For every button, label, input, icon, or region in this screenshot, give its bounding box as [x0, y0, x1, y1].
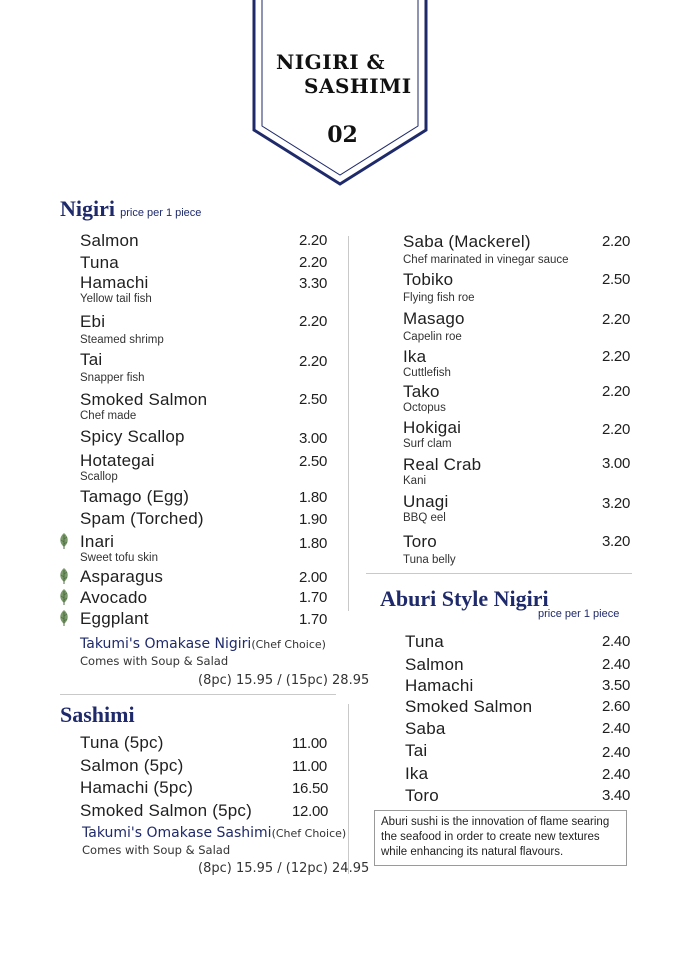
omakase-note: (Chef Choice)	[251, 638, 326, 651]
item-name: Toro	[403, 532, 437, 551]
item-price: 2.20	[602, 233, 630, 250]
item-name: Tobiko	[403, 270, 454, 289]
item-price: 3.20	[602, 495, 630, 512]
title-line-1: NIGIRI &	[276, 50, 386, 74]
item-desc: Cuttlefish	[403, 367, 451, 379]
item-name: Tuna	[405, 632, 444, 651]
item-price: 3.20	[602, 533, 630, 550]
list-item	[405, 764, 428, 783]
nigiri-subtitle: price per 1 piece	[120, 207, 202, 219]
item-price: 2.20	[299, 313, 327, 330]
item-desc: Chef marinated in vinegar sauce	[403, 254, 569, 266]
omakase-title: Takumi's Omakase Sashimi	[82, 825, 272, 841]
item-price: 2.40	[602, 720, 630, 737]
aburi-title: Aburi Style Nigiri	[380, 586, 549, 611]
item-price: 1.70	[299, 611, 327, 628]
item-desc: Capelin roe	[403, 331, 462, 343]
item-name: Tuna (5pc)	[80, 733, 164, 752]
list-item	[403, 418, 461, 451]
omakase-sub: Comes with Soup & Salad	[82, 843, 231, 857]
item-name: Tako	[403, 382, 440, 401]
leaf-icon	[57, 588, 71, 606]
item-desc: Kani	[403, 475, 427, 487]
list-item	[80, 509, 204, 528]
sashimi-omakase	[82, 825, 346, 857]
item-name: Hokigai	[403, 418, 462, 437]
item-desc: Steamed shrimp	[80, 334, 164, 346]
list-item	[80, 312, 164, 347]
item-price: 12.00	[292, 803, 329, 820]
list-item	[403, 382, 446, 415]
item-name: Smoked Salmon	[80, 390, 208, 409]
list-item	[403, 455, 481, 488]
list-item	[80, 390, 207, 423]
item-name: Smoked Salmon	[405, 697, 533, 716]
item-name: Salmon	[405, 655, 464, 674]
nigiri-title: Nigiri	[60, 196, 115, 221]
list-item	[80, 588, 147, 607]
item-price: 3.40	[602, 787, 630, 804]
item-name: Eggplant	[80, 609, 149, 628]
item-desc: Tuna belly	[403, 554, 456, 566]
list-item	[80, 801, 252, 820]
item-price: 2.40	[602, 656, 630, 673]
item-name: Tai	[80, 350, 103, 369]
item-name: Spicy Scallop	[80, 427, 185, 446]
aburi-note: Aburi sushi is the innovation of flame searing the seafood in order to create new textures while enhancing its natural flavours.	[374, 810, 627, 866]
list-item	[405, 676, 473, 695]
list-item	[80, 532, 158, 565]
list-item	[405, 741, 427, 760]
item-name: Avocado	[80, 588, 148, 607]
item-price: 2.50	[602, 271, 630, 288]
item-price: 2.60	[602, 698, 630, 715]
list-item	[403, 270, 475, 305]
item-price: 1.80	[299, 489, 327, 506]
item-name: Hotategai	[80, 451, 155, 470]
item-desc: Flying fish roe	[403, 292, 475, 304]
page-title	[276, 50, 416, 98]
item-price: 11.00	[292, 735, 327, 752]
item-price: 16.50	[292, 780, 329, 797]
aburi-subtitle: price per 1 piece	[538, 608, 620, 620]
item-name: Hamachi (5pc)	[80, 778, 194, 797]
section-divider	[366, 573, 632, 574]
item-desc: BBQ eel	[403, 512, 446, 524]
list-item	[80, 231, 139, 250]
item-price: 2.20	[299, 353, 327, 370]
item-name: Tai	[405, 741, 428, 760]
nigiri-omakase	[80, 636, 326, 668]
item-name: Spam (Torched)	[80, 509, 204, 528]
item-price: 2.40	[602, 633, 630, 650]
item-name: Toro	[405, 786, 439, 805]
item-name: Tamago (Egg)	[80, 487, 190, 506]
item-name: Salmon (5pc)	[80, 756, 184, 775]
item-price: 3.00	[602, 455, 630, 472]
omakase-note: (Chef Choice)	[271, 827, 347, 840]
item-price: 2.40	[602, 766, 630, 783]
list-item	[80, 733, 164, 752]
nigiri-heading	[60, 196, 201, 222]
omakase-title: Takumi's Omakase Nigiri	[80, 636, 252, 652]
item-name: Salmon	[80, 231, 139, 250]
list-item	[80, 609, 149, 628]
item-price: 2.20	[602, 311, 630, 328]
list-item	[403, 232, 569, 267]
item-price: 1.70	[299, 589, 327, 606]
list-item	[80, 350, 145, 385]
item-price: 2.50	[299, 453, 327, 470]
item-name: Ika	[403, 347, 427, 366]
item-desc: Scallop	[80, 471, 118, 483]
item-price: 2.20	[602, 421, 630, 438]
item-price: 11.00	[292, 758, 327, 775]
title-line-2: SASHIMI	[304, 74, 412, 98]
list-item	[80, 778, 193, 797]
leaf-icon	[57, 532, 71, 550]
item-name: Saba	[405, 719, 446, 738]
list-item	[405, 655, 464, 674]
item-name: Inari	[80, 532, 115, 551]
sashimi-title: Sashimi	[60, 702, 135, 727]
item-price: 2.00	[299, 569, 327, 586]
item-name: Ika	[405, 764, 429, 783]
item-price: 2.20	[602, 348, 630, 365]
item-name: Saba (Mackerel)	[403, 232, 531, 251]
item-price: 2.50	[299, 391, 327, 408]
item-price: 2.20	[299, 232, 327, 249]
item-price: 3.30	[299, 275, 327, 292]
item-desc: Surf clam	[403, 438, 452, 450]
column-divider	[348, 236, 349, 611]
item-price: 2.20	[299, 254, 327, 271]
item-desc: Sweet tofu skin	[80, 552, 158, 564]
page-number: 02	[327, 122, 358, 148]
item-name: Masago	[403, 309, 465, 328]
item-name: Smoked Salmon (5pc)	[80, 801, 252, 820]
omakase-price: (8pc) 15.95 / (15pc) 28.95	[198, 673, 370, 688]
item-name: Tuna	[80, 253, 119, 272]
list-item	[80, 487, 189, 506]
list-item	[80, 253, 119, 272]
list-item	[80, 567, 163, 586]
list-item	[405, 786, 439, 805]
column-divider	[348, 704, 349, 874]
item-price: 2.40	[602, 744, 630, 761]
leaf-icon	[57, 609, 71, 627]
item-price: 1.80	[299, 535, 327, 552]
leaf-icon	[57, 567, 71, 585]
item-name: Unagi	[403, 492, 449, 511]
item-name: Ebi	[80, 312, 106, 331]
item-price: 1.90	[299, 511, 327, 528]
list-item	[80, 427, 185, 446]
section-divider	[60, 694, 336, 695]
omakase-price: (8pc) 15.95 / (12pc) 24.95	[198, 861, 370, 876]
list-item	[80, 756, 184, 775]
item-price: 3.00	[299, 430, 327, 447]
item-price: 3.50	[602, 677, 630, 694]
omakase-sub: Comes with Soup & Salad	[80, 654, 229, 668]
list-item	[80, 451, 155, 484]
list-item	[80, 273, 152, 306]
item-price: 2.20	[602, 383, 630, 400]
item-name: Asparagus	[80, 567, 164, 586]
item-name: Hamachi	[80, 273, 149, 292]
list-item	[403, 347, 451, 380]
list-item	[405, 719, 446, 738]
list-item	[403, 309, 465, 344]
list-item	[403, 492, 448, 525]
item-desc: Chef made	[80, 410, 137, 422]
list-item	[405, 632, 444, 651]
item-desc: Yellow tail fish	[80, 293, 152, 305]
list-item	[403, 532, 456, 567]
item-name: Real Crab	[403, 455, 482, 474]
item-name: Hamachi	[405, 676, 474, 695]
item-desc: Snapper fish	[80, 372, 145, 384]
item-desc: Octopus	[403, 402, 446, 414]
list-item	[405, 697, 532, 716]
